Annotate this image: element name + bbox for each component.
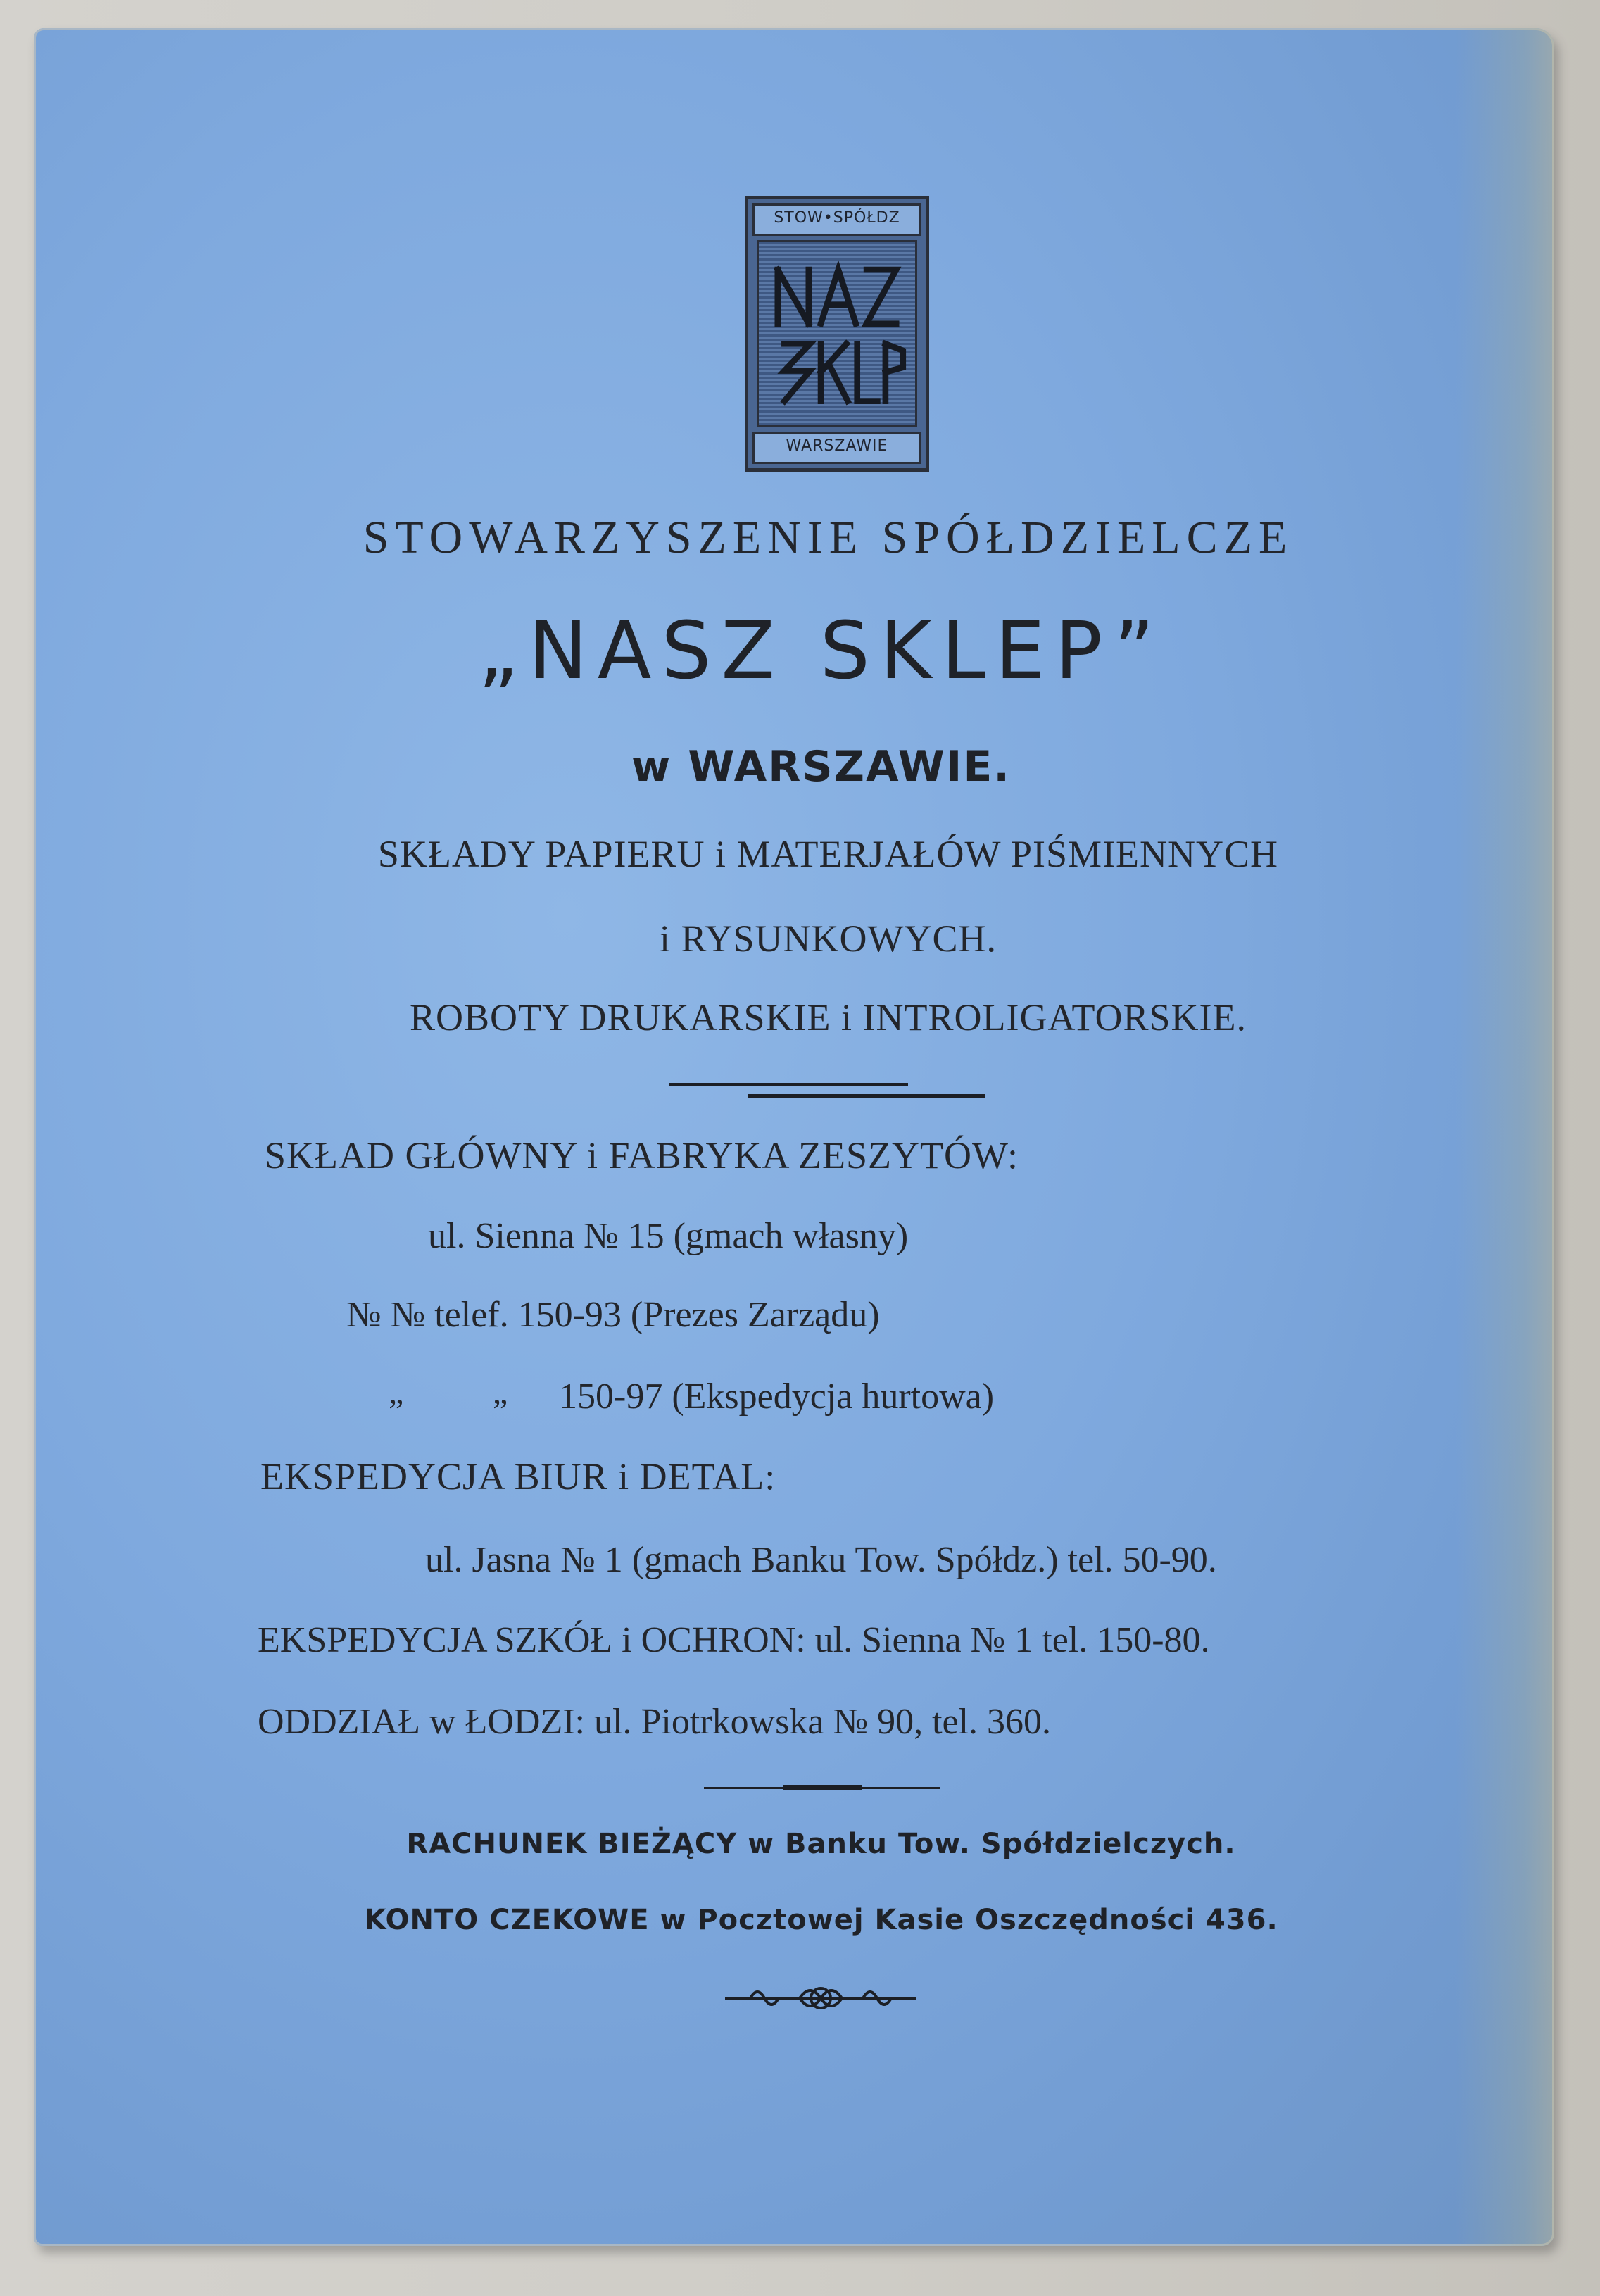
ditto-mark-1: „ <box>389 1374 404 1411</box>
divider-rule-upper <box>669 1083 908 1086</box>
city-line: w WARSZAWIE. <box>631 742 1012 791</box>
phone-wholesale: 150-97 (Ekspedycja hurtowa) <box>559 1376 995 1417</box>
floral-ornament-icon <box>722 1978 919 2018</box>
description-line-2: i RYSUNKOWYCH. <box>659 917 997 960</box>
schools-dispatch: EKSPEDYCJA SZKÓŁ i OCHRON: ul. Sienna № 1 tel. 150-80. <box>258 1620 1210 1660</box>
phone-president: № № telef. 150-93 (Prezes Zarządu) <box>346 1295 880 1335</box>
logo-bottom-text: WARSZAWIE <box>752 432 921 464</box>
ditto-mark-2: „ <box>493 1374 508 1411</box>
description-line-1: SKŁADY PAPIERU i MATERJAŁÓW PIŚMIENNYCH <box>377 833 1279 875</box>
divider-thin-left <box>704 1787 783 1789</box>
description-line-3: ROBOTY DRUKARSKIE i INTROLIGATORSKIE. <box>409 996 1247 1039</box>
divider-thick-center <box>783 1785 862 1790</box>
main-warehouse-address: ul. Sienna № 15 (gmach własny) <box>428 1216 909 1256</box>
lodz-branch: ODDZIAŁ w ŁODZI: ul. Piotrkowska № 90, tel. 360. <box>258 1702 1052 1742</box>
cheque-account-line: KONTO CZEKOWE w Pocztowej Kasie Oszczędności 436. <box>364 1904 1278 1936</box>
office-retail-heading: EKSPEDYCJA BIUR i DETAL: <box>260 1455 776 1498</box>
current-account-line: RACHUNEK BIEŻĄCY w Banku Tow. Spółdzielczych. <box>406 1828 1236 1860</box>
cooperative-logo <box>745 196 929 472</box>
store-name: „NASZ SKLEP” <box>477 606 1165 697</box>
nasz-sklep-monogram-icon <box>759 242 915 425</box>
office-retail-address: ul. Jasna № 1 (gmach Banku Tow. Spółdz.) tel. 50-90. <box>425 1540 1217 1580</box>
association-title: STOWARZYSZENIE SPÓŁDZIELCZE <box>363 512 1294 563</box>
divider-thin-right <box>862 1787 940 1789</box>
main-warehouse-heading: SKŁAD GŁÓWNY i FABRYKA ZESZYTÓW: <box>265 1134 1019 1177</box>
logo-top-text: STOW•SPÓŁDZ <box>752 203 921 236</box>
logo-monogram-field <box>757 240 917 427</box>
divider-rule-lower <box>748 1094 985 1098</box>
